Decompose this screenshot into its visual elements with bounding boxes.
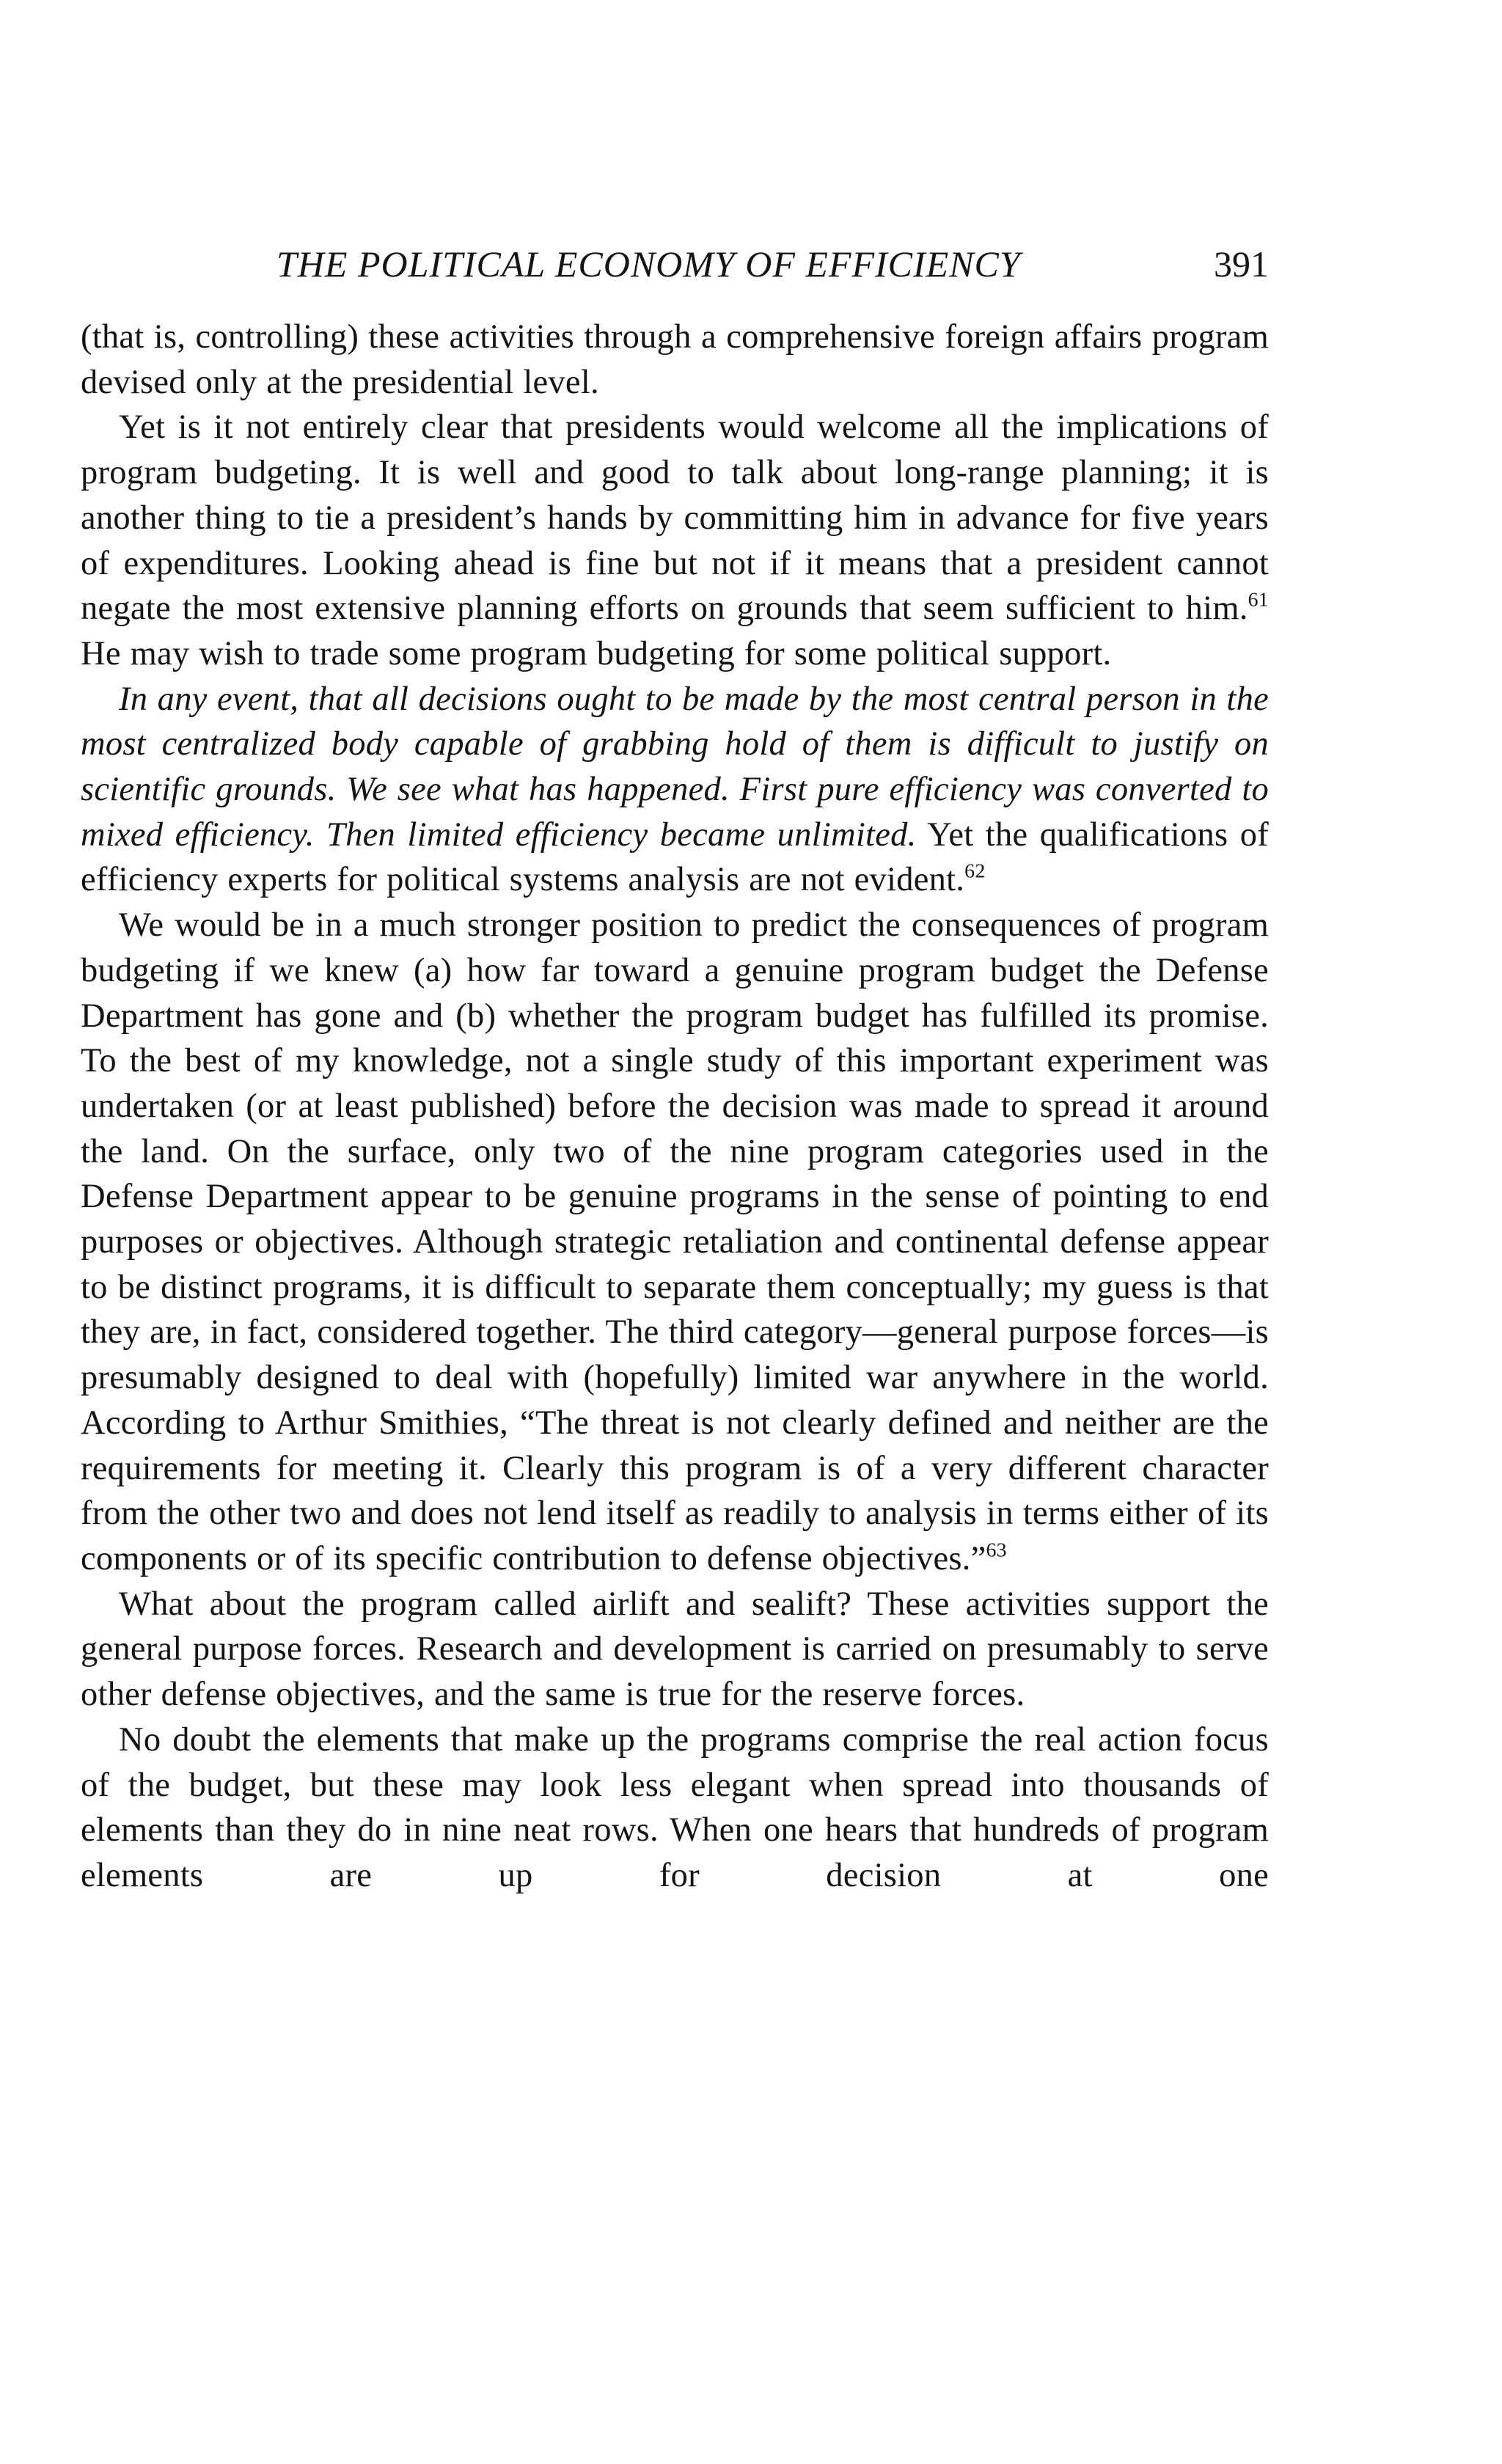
paragraph-5 [81, 1582, 1269, 1717]
paragraph-3-italic-text: In any event, that all decisions ought to be made by the most central person in the most centralized body capable of grabbing hold of them is difficult to justify on scientific grounds. We see what has happened. First pure efficiency was converted to mixed efficiency. Then limited efficiency became unlimited. [81, 680, 1269, 854]
paragraph-4 [81, 903, 1269, 1582]
footnote-ref-62: 62 [964, 860, 986, 884]
footnote-ref-61: 61 [1248, 588, 1269, 612]
paragraph-2-text: Yet is it not entirely clear that presidents would welcome all the implications of program budgeting. It is well and good to talk about long-range planning; it is another thing to tie a president’s hands by committing him in advance for five years of expenditures. Looking ahead is fine but not if it means that a president cannot negate the most extensive planning efforts on grounds that seem sufficient to him. [81, 408, 1269, 628]
paragraph-2 [81, 405, 1269, 676]
footnote-ref-63: 63 [986, 1539, 1007, 1562]
running-head [81, 238, 1269, 290]
paragraph-3-text-cont: Yet the qualifications of efficiency experts for political systems analysis are not evident. [81, 815, 1269, 899]
paragraph-1-text: (that is, controlling) these activities through a comprehensive foreign affairs program devised only at the presidential level. [81, 318, 1269, 401]
paragraph-6-text: No doubt the elements that make up the programs comprise the real action focus of the budget, but these may look less elegant when spread into thousands of elements than they do in nine neat rows. When one hears that hundreds of program elements are up for decision at one [81, 1720, 1269, 1894]
running-title: THE POLITICAL ECONOMY OF EFFICIENCY [276, 243, 1021, 285]
paragraph-6 [81, 1717, 1269, 1899]
paragraph-5-text: What about the program called airlift and sealift? These activities support the general purpose forces. Research and development is carried on presumably to serve other defense objectives, and the same is true for the reserve forces. [81, 1585, 1269, 1714]
paragraph-3 [81, 677, 1269, 903]
paragraph-2-text-cont: He may wish to trade some program budgeting for some political support. [81, 634, 1112, 672]
page-number: 391 [1214, 243, 1269, 285]
book-page [81, 238, 1269, 1899]
paragraph-4-text: We would be in a much stronger position to predict the consequences of program budgeting if we knew (a) how far toward a genuine program budget the Defense Department has gone and (b) whether the program budget has fulfilled its promise. To the best of my knowledge, not a single study of this important experiment was undertaken (or at least published) before the decision was made to spread it around the land. On the surface, only two of the nine program categories used in the Defense Department appear to be genuine programs in the sense of pointing to end purposes or objectives. Although strategic retaliation and continental defense appear to be distinct programs, it is difficult to separate them conceptually; my guess is that they are, in fact, considered together. The third category—general purpose forces—is presumably designed to deal with (hopefully) limited war anywhere in the world. According to Arthur Smithies, “The threat is not clearly defined and neither are the requirements for meeting it. Clearly this program is of a very different character from the other two and does not lend itself as readily to analysis in terms either of its components or of its specific contribution to defense objectives.” [81, 906, 1269, 1577]
paragraph-1 [81, 315, 1269, 405]
body-text [81, 315, 1269, 1899]
